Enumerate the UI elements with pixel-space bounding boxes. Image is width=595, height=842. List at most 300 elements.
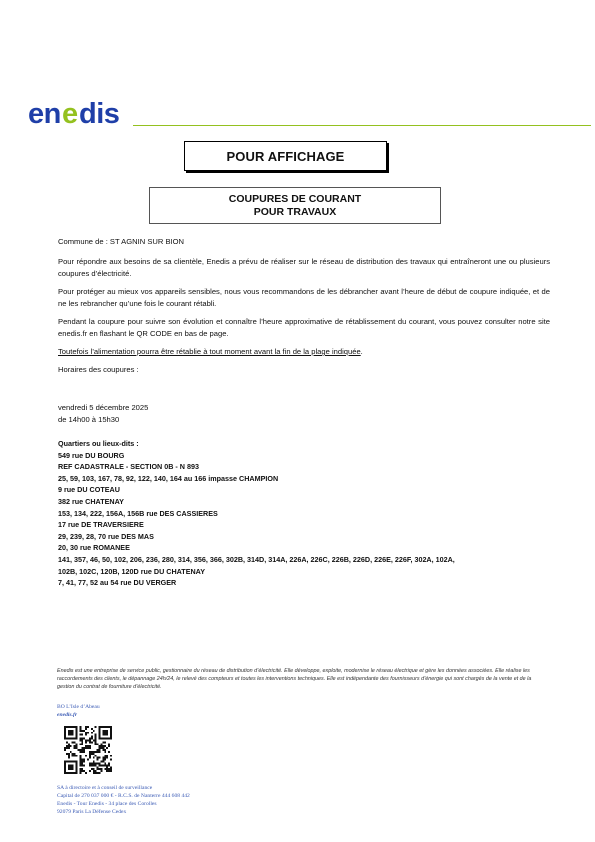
- qr-module: [64, 762, 66, 764]
- qr-module: [100, 764, 102, 766]
- qr-module: [74, 745, 76, 747]
- qr-module: [66, 745, 68, 747]
- qr-module: [108, 762, 110, 764]
- qr-module: [74, 772, 76, 774]
- qr-module: [83, 761, 85, 763]
- qr-module: [76, 770, 78, 772]
- qr-module: [89, 751, 91, 753]
- qr-module: [64, 732, 66, 734]
- qr-module: [70, 766, 72, 768]
- qr-module: [79, 762, 81, 764]
- qr-module: [99, 768, 101, 770]
- qr-module: [85, 734, 87, 736]
- qr-module: [72, 734, 74, 736]
- qr-module: [85, 726, 87, 728]
- qr-module: [68, 726, 70, 728]
- paragraph-follow: Pendant la coupure pour suivre son évolution et connaître l’heure approximative de rétablissement du courant, vous pouvez consulter notre site enedis.fr en flashant le QR CODE en bas de page.: [58, 317, 550, 338]
- qr-module: [70, 764, 72, 766]
- qr-module: [64, 761, 66, 763]
- qr-module: [87, 732, 89, 734]
- qr-module: [76, 747, 78, 749]
- qr-module: [72, 766, 74, 768]
- qr-module: [95, 772, 97, 774]
- qr-module: [99, 745, 101, 747]
- qr-module: [89, 757, 91, 759]
- qr-module: [70, 761, 72, 763]
- qr-module: [76, 734, 78, 736]
- qr-module: [72, 732, 74, 734]
- qr-module: [79, 755, 81, 757]
- qr-module: [99, 726, 101, 728]
- header-rule: [133, 125, 591, 126]
- qr-module: [68, 734, 70, 736]
- qr-module: [91, 768, 93, 770]
- qr-code[interactable]: [64, 726, 112, 774]
- svg-text:e: e: [62, 98, 79, 128]
- qr-module: [81, 759, 83, 761]
- qr-module: [110, 759, 112, 761]
- qr-module: [79, 749, 81, 751]
- lieu-item: 549 rue DU BOURG: [58, 450, 125, 460]
- qr-module: [100, 726, 102, 728]
- qr-module: [91, 738, 93, 740]
- lieu-item: 17 rue DE TRAVERSIERE: [58, 520, 144, 530]
- qr-module: [74, 761, 76, 763]
- qr-module: [104, 730, 106, 732]
- qr-module: [104, 749, 106, 751]
- qr-module: [81, 770, 83, 772]
- qr-module: [104, 755, 106, 757]
- qr-module: [64, 766, 66, 768]
- qr-module: [110, 738, 112, 740]
- qr-module: [99, 772, 101, 774]
- qr-module: [81, 734, 83, 736]
- qr-module: [87, 745, 89, 747]
- qr-module: [106, 755, 108, 757]
- qr-module: [79, 770, 81, 772]
- qr-module: [104, 759, 106, 761]
- qr-module: [99, 734, 101, 736]
- qr-module: [72, 768, 74, 770]
- horaires-label: Horaires des coupures :: [58, 365, 139, 374]
- qr-module: [68, 768, 70, 770]
- qr-module: [104, 738, 106, 740]
- qr-module: [110, 770, 112, 772]
- qr-module: [95, 764, 97, 766]
- qr-module: [91, 728, 93, 730]
- qr-module: [95, 741, 97, 743]
- qr-module: [79, 759, 81, 761]
- qr-module: [108, 738, 110, 740]
- qr-module: [99, 736, 101, 738]
- qr-module: [93, 757, 95, 759]
- qr-module: [95, 770, 97, 772]
- qr-module: [99, 747, 101, 749]
- qr-module: [68, 745, 70, 747]
- qr-module: [72, 753, 74, 755]
- qr-module: [64, 728, 66, 730]
- qr-module: [93, 751, 95, 753]
- lieu-item: 25, 59, 103, 167, 78, 92, 122, 140, 164 au 166 impasse CHAMPION: [58, 473, 279, 483]
- paragraph-intro: Pour répondre aux besoins de sa clientèle, Enedis a prévu de réaliser sur le réseau de distribution des travaux qui entraîneront une ou plusieurs coupures d’électricité.: [58, 257, 550, 278]
- qr-module: [76, 728, 78, 730]
- qr-module: [89, 745, 91, 747]
- qr-module: [70, 738, 72, 740]
- qr-module: [97, 759, 99, 761]
- qr-module: [81, 739, 83, 741]
- qr-module: [99, 728, 101, 730]
- qr-module: [81, 738, 83, 740]
- qr-module: [87, 726, 89, 728]
- lieu-item: REF CADASTRALE - SECTION 0B - N 893: [58, 462, 199, 472]
- qr-module: [81, 743, 83, 745]
- qr-module: [89, 755, 91, 757]
- qr-module: [64, 749, 66, 751]
- affichage-box: [184, 141, 387, 171]
- qr-module: [108, 743, 110, 745]
- qr-module: [93, 730, 95, 732]
- qr-module: [99, 762, 101, 764]
- qr-module: [85, 739, 87, 741]
- qr-module: [70, 726, 72, 728]
- qr-module: [66, 772, 68, 774]
- company-line: Capital de 270 037 000 € - R.C.S. de Nanterre 444 608 442: [57, 793, 190, 799]
- warning-text: Toutefois l’alimentation pourra être rétablie à tout moment avant la fin de la plage indiquée: [58, 347, 361, 356]
- qr-module: [102, 738, 104, 740]
- qr-module: [89, 764, 91, 766]
- qr-module: [108, 770, 110, 772]
- qr-module: [102, 749, 104, 751]
- qr-module: [64, 772, 66, 774]
- qr-module: [104, 741, 106, 743]
- qr-module: [102, 747, 104, 749]
- qr-module: [79, 728, 81, 730]
- qr-module: [110, 734, 112, 736]
- qr-module: [106, 764, 108, 766]
- qr-module: [66, 753, 68, 755]
- qr-module: [97, 749, 99, 751]
- qr-module: [76, 738, 78, 740]
- qr-module: [97, 743, 99, 745]
- qr-module: [74, 741, 76, 743]
- qr-module: [106, 766, 108, 768]
- qr-module: [76, 768, 78, 770]
- qr-module: [68, 766, 70, 768]
- qr-module: [81, 730, 83, 732]
- qr-module: [102, 741, 104, 743]
- qr-module: [106, 732, 108, 734]
- qr-module: [91, 764, 93, 766]
- qr-module: [110, 732, 112, 734]
- qr-module: [68, 755, 70, 757]
- qr-module: [102, 726, 104, 728]
- qr-module: [102, 764, 104, 766]
- interval-block: [58, 402, 550, 425]
- qr-module: [83, 764, 85, 766]
- qr-module: [85, 747, 87, 749]
- qr-module: [93, 770, 95, 772]
- qr-module: [64, 738, 66, 740]
- qr-module: [99, 749, 101, 751]
- qr-module: [110, 768, 112, 770]
- qr-module: [87, 759, 89, 761]
- qr-module: [93, 761, 95, 763]
- qr-module: [68, 732, 70, 734]
- qr-module: [74, 747, 76, 749]
- qr-module: [70, 730, 72, 732]
- notice-title-line1: COUPURES DE COURANT: [228, 192, 362, 205]
- qr-module: [95, 762, 97, 764]
- interval-time: de 14h00 à 15h30: [58, 414, 120, 424]
- qr-module: [108, 745, 110, 747]
- qr-module: [95, 743, 97, 745]
- qr-module: [91, 741, 93, 743]
- qr-module: [66, 747, 68, 749]
- qr-module: [106, 770, 108, 772]
- qr-module: [104, 757, 106, 759]
- qr-module: [106, 726, 108, 728]
- qr-module: [81, 761, 83, 763]
- bo-block: [57, 703, 100, 719]
- qr-module: [100, 745, 102, 747]
- qr-module: [93, 762, 95, 764]
- qr-module: [95, 751, 97, 753]
- qr-module: [102, 745, 104, 747]
- qr-module: [64, 770, 66, 772]
- qr-module: [76, 764, 78, 766]
- qr-module: [104, 745, 106, 747]
- qr-module: [100, 761, 102, 763]
- qr-module: [95, 736, 97, 738]
- qr-module: [87, 739, 89, 741]
- qr-module: [81, 764, 83, 766]
- warning-period: .: [360, 347, 363, 356]
- qr-module: [99, 730, 101, 732]
- qr-module: [104, 768, 106, 770]
- qr-module: [91, 732, 93, 734]
- qr-module: [91, 762, 93, 764]
- qr-module: [83, 751, 85, 753]
- company-info: [57, 784, 190, 816]
- lieux-block: [58, 438, 550, 589]
- qr-module: [64, 747, 66, 749]
- qr-module: [83, 770, 85, 772]
- qr-module: [87, 747, 89, 749]
- notice-title-line2: POUR TRAVAUX: [253, 205, 337, 218]
- qr-module: [68, 753, 70, 755]
- company-line: SA à directoire et à conseil de surveillance: [57, 785, 153, 791]
- qr-module: [108, 768, 110, 770]
- qr-module: [100, 743, 102, 745]
- qr-module: [76, 766, 78, 768]
- qr-module: [66, 726, 68, 728]
- qr-module: [93, 768, 95, 770]
- qr-module: [91, 753, 93, 755]
- qr-module: [85, 745, 87, 747]
- qr-module: [104, 762, 106, 764]
- qr-module: [97, 762, 99, 764]
- qr-module: [72, 738, 74, 740]
- qr-module: [68, 757, 70, 759]
- qr-module: [76, 762, 78, 764]
- qr-module: [104, 764, 106, 766]
- qr-module: [68, 743, 70, 745]
- qr-module: [72, 761, 74, 763]
- qr-module: [100, 770, 102, 772]
- qr-module: [106, 757, 108, 759]
- qr-module: [72, 726, 74, 728]
- qr-module: [110, 728, 112, 730]
- qr-module: [110, 755, 112, 757]
- lieu-item: 102B, 102C, 120B, 120D rue DU CHATENAY: [58, 566, 206, 576]
- qr-module: [79, 751, 81, 753]
- qr-module: [89, 770, 91, 772]
- qr-module: [70, 768, 72, 770]
- qr-module: [79, 738, 81, 740]
- qr-module: [89, 747, 91, 749]
- qr-module: [110, 730, 112, 732]
- qr-module: [95, 734, 97, 736]
- qr-module: [72, 764, 74, 766]
- qr-module: [100, 738, 102, 740]
- qr-module: [66, 741, 68, 743]
- qr-module: [99, 732, 101, 734]
- qr-module: [89, 739, 91, 741]
- qr-module: [104, 732, 106, 734]
- qr-module: [81, 749, 83, 751]
- qr-module: [97, 766, 99, 768]
- legal-notice: Enedis est une entreprise de service public, gestionnaire du réseau de distribution d’électricité. Elle développe, exploite, modernise le réseau électrique et gère les données associées. Elle réalise les raccordements des clients, le dépannage 24h/24, le relevé des compteurs et toutes les interventions techniques. Elle est indépendante des fournisseurs d’énergie qui sont chargés de la vente et de la gestion du contrat de fourniture d’électricité.: [57, 668, 532, 691]
- company-line: Enedis - Tour Enedis - 34 place des Corolles: [57, 801, 157, 807]
- qr-module: [99, 738, 101, 740]
- qr-module: [79, 726, 81, 728]
- qr-module: [79, 730, 81, 732]
- qr-module: [110, 766, 112, 768]
- qr-module: [66, 761, 68, 763]
- qr-module: [64, 734, 66, 736]
- qr-module: [79, 768, 81, 770]
- qr-module: [91, 736, 93, 738]
- qr-module: [81, 751, 83, 753]
- qr-module: [70, 734, 72, 736]
- qr-module: [104, 751, 106, 753]
- qr-module: [95, 726, 97, 728]
- qr-module: [81, 768, 83, 770]
- qr-module: [74, 738, 76, 740]
- lieu-item: 382 rue CHATENAY: [58, 496, 124, 506]
- lieux-label: Quartiers ou lieux-dits :: [58, 439, 139, 448]
- qr-module: [99, 757, 101, 759]
- qr-module: [106, 738, 108, 740]
- qr-module: [74, 726, 76, 728]
- qr-module: [110, 726, 112, 728]
- qr-module: [81, 747, 83, 749]
- qr-module: [97, 772, 99, 774]
- commune: Commune de : ST AGNIN SUR BION: [58, 237, 185, 246]
- qr-module: [97, 751, 99, 753]
- qr-module: [99, 751, 101, 753]
- qr-module: [83, 738, 85, 740]
- qr-module: [79, 739, 81, 741]
- qr-module: [83, 730, 85, 732]
- qr-module: [108, 726, 110, 728]
- qr-module: [68, 764, 70, 766]
- qr-module: [106, 768, 108, 770]
- qr-module: [64, 730, 66, 732]
- qr-module: [70, 745, 72, 747]
- qr-module: [76, 761, 78, 763]
- qr-module: [70, 732, 72, 734]
- qr-module: [100, 747, 102, 749]
- qr-module: [95, 739, 97, 741]
- qr-module: [64, 768, 66, 770]
- qr-module: [72, 730, 74, 732]
- qr-module: [83, 747, 85, 749]
- qr-module: [85, 728, 87, 730]
- lieu-item: 7, 41, 77, 52 au 54 rue DU VERGER: [58, 578, 177, 588]
- qr-module: [68, 730, 70, 732]
- qr-module: [70, 772, 72, 774]
- qr-module: [68, 772, 70, 774]
- qr-module: [91, 751, 93, 753]
- svg-text:dis: dis: [79, 98, 120, 128]
- qr-module: [106, 734, 108, 736]
- qr-module: [108, 751, 110, 753]
- qr-module: [95, 755, 97, 757]
- qr-module: [85, 741, 87, 743]
- qr-module: [102, 761, 104, 763]
- company-line: 92079 Paris La Défense Cedex: [57, 809, 127, 815]
- lieu-item: 9 rue DU COTEAU: [58, 485, 120, 495]
- qr-module: [76, 743, 78, 745]
- qr-module: [76, 736, 78, 738]
- qr-module: [76, 732, 78, 734]
- qr-module: [110, 736, 112, 738]
- notice-title-box: [149, 187, 441, 224]
- qr-module: [97, 768, 99, 770]
- qr-module: [93, 764, 95, 766]
- qr-module: [64, 736, 66, 738]
- qr-module: [102, 732, 104, 734]
- qr-module: [104, 726, 106, 728]
- bo-name: BO L’Isle d’Abeau: [57, 704, 100, 710]
- warning-line: [58, 346, 550, 358]
- lieu-item: 153, 134, 222, 156A, 156B rue DES CASSIERES: [58, 508, 218, 518]
- svg-text:en: en: [28, 98, 61, 128]
- qr-module: [93, 772, 95, 774]
- qr-module: [79, 757, 81, 759]
- qr-module: [93, 739, 95, 741]
- qr-module: [102, 757, 104, 759]
- qr-module: [79, 764, 81, 766]
- qr-module: [108, 764, 110, 766]
- qr-module: [89, 762, 91, 764]
- qr-module: [72, 772, 74, 774]
- qr-module: [83, 749, 85, 751]
- qr-module: [85, 772, 87, 774]
- qr-module: [93, 753, 95, 755]
- qr-module: [76, 730, 78, 732]
- qr-module: [68, 761, 70, 763]
- qr-module: [70, 751, 72, 753]
- qr-module: [89, 738, 91, 740]
- qr-module: [95, 738, 97, 740]
- affichage-label: POUR AFFICHAGE: [226, 148, 345, 164]
- site-link[interactable]: enedis.fr: [57, 712, 78, 718]
- qr-module: [66, 738, 68, 740]
- interval-date: vendredi 5 décembre 2025: [58, 403, 149, 412]
- paragraph-protect: Pour protéger au mieux vos appareils sensibles, nous vous recommandons de les débrancher avant l’heure de début de coupure indiquée, et de ne les rebrancher qu’une fois le courant rétabli.: [58, 287, 550, 308]
